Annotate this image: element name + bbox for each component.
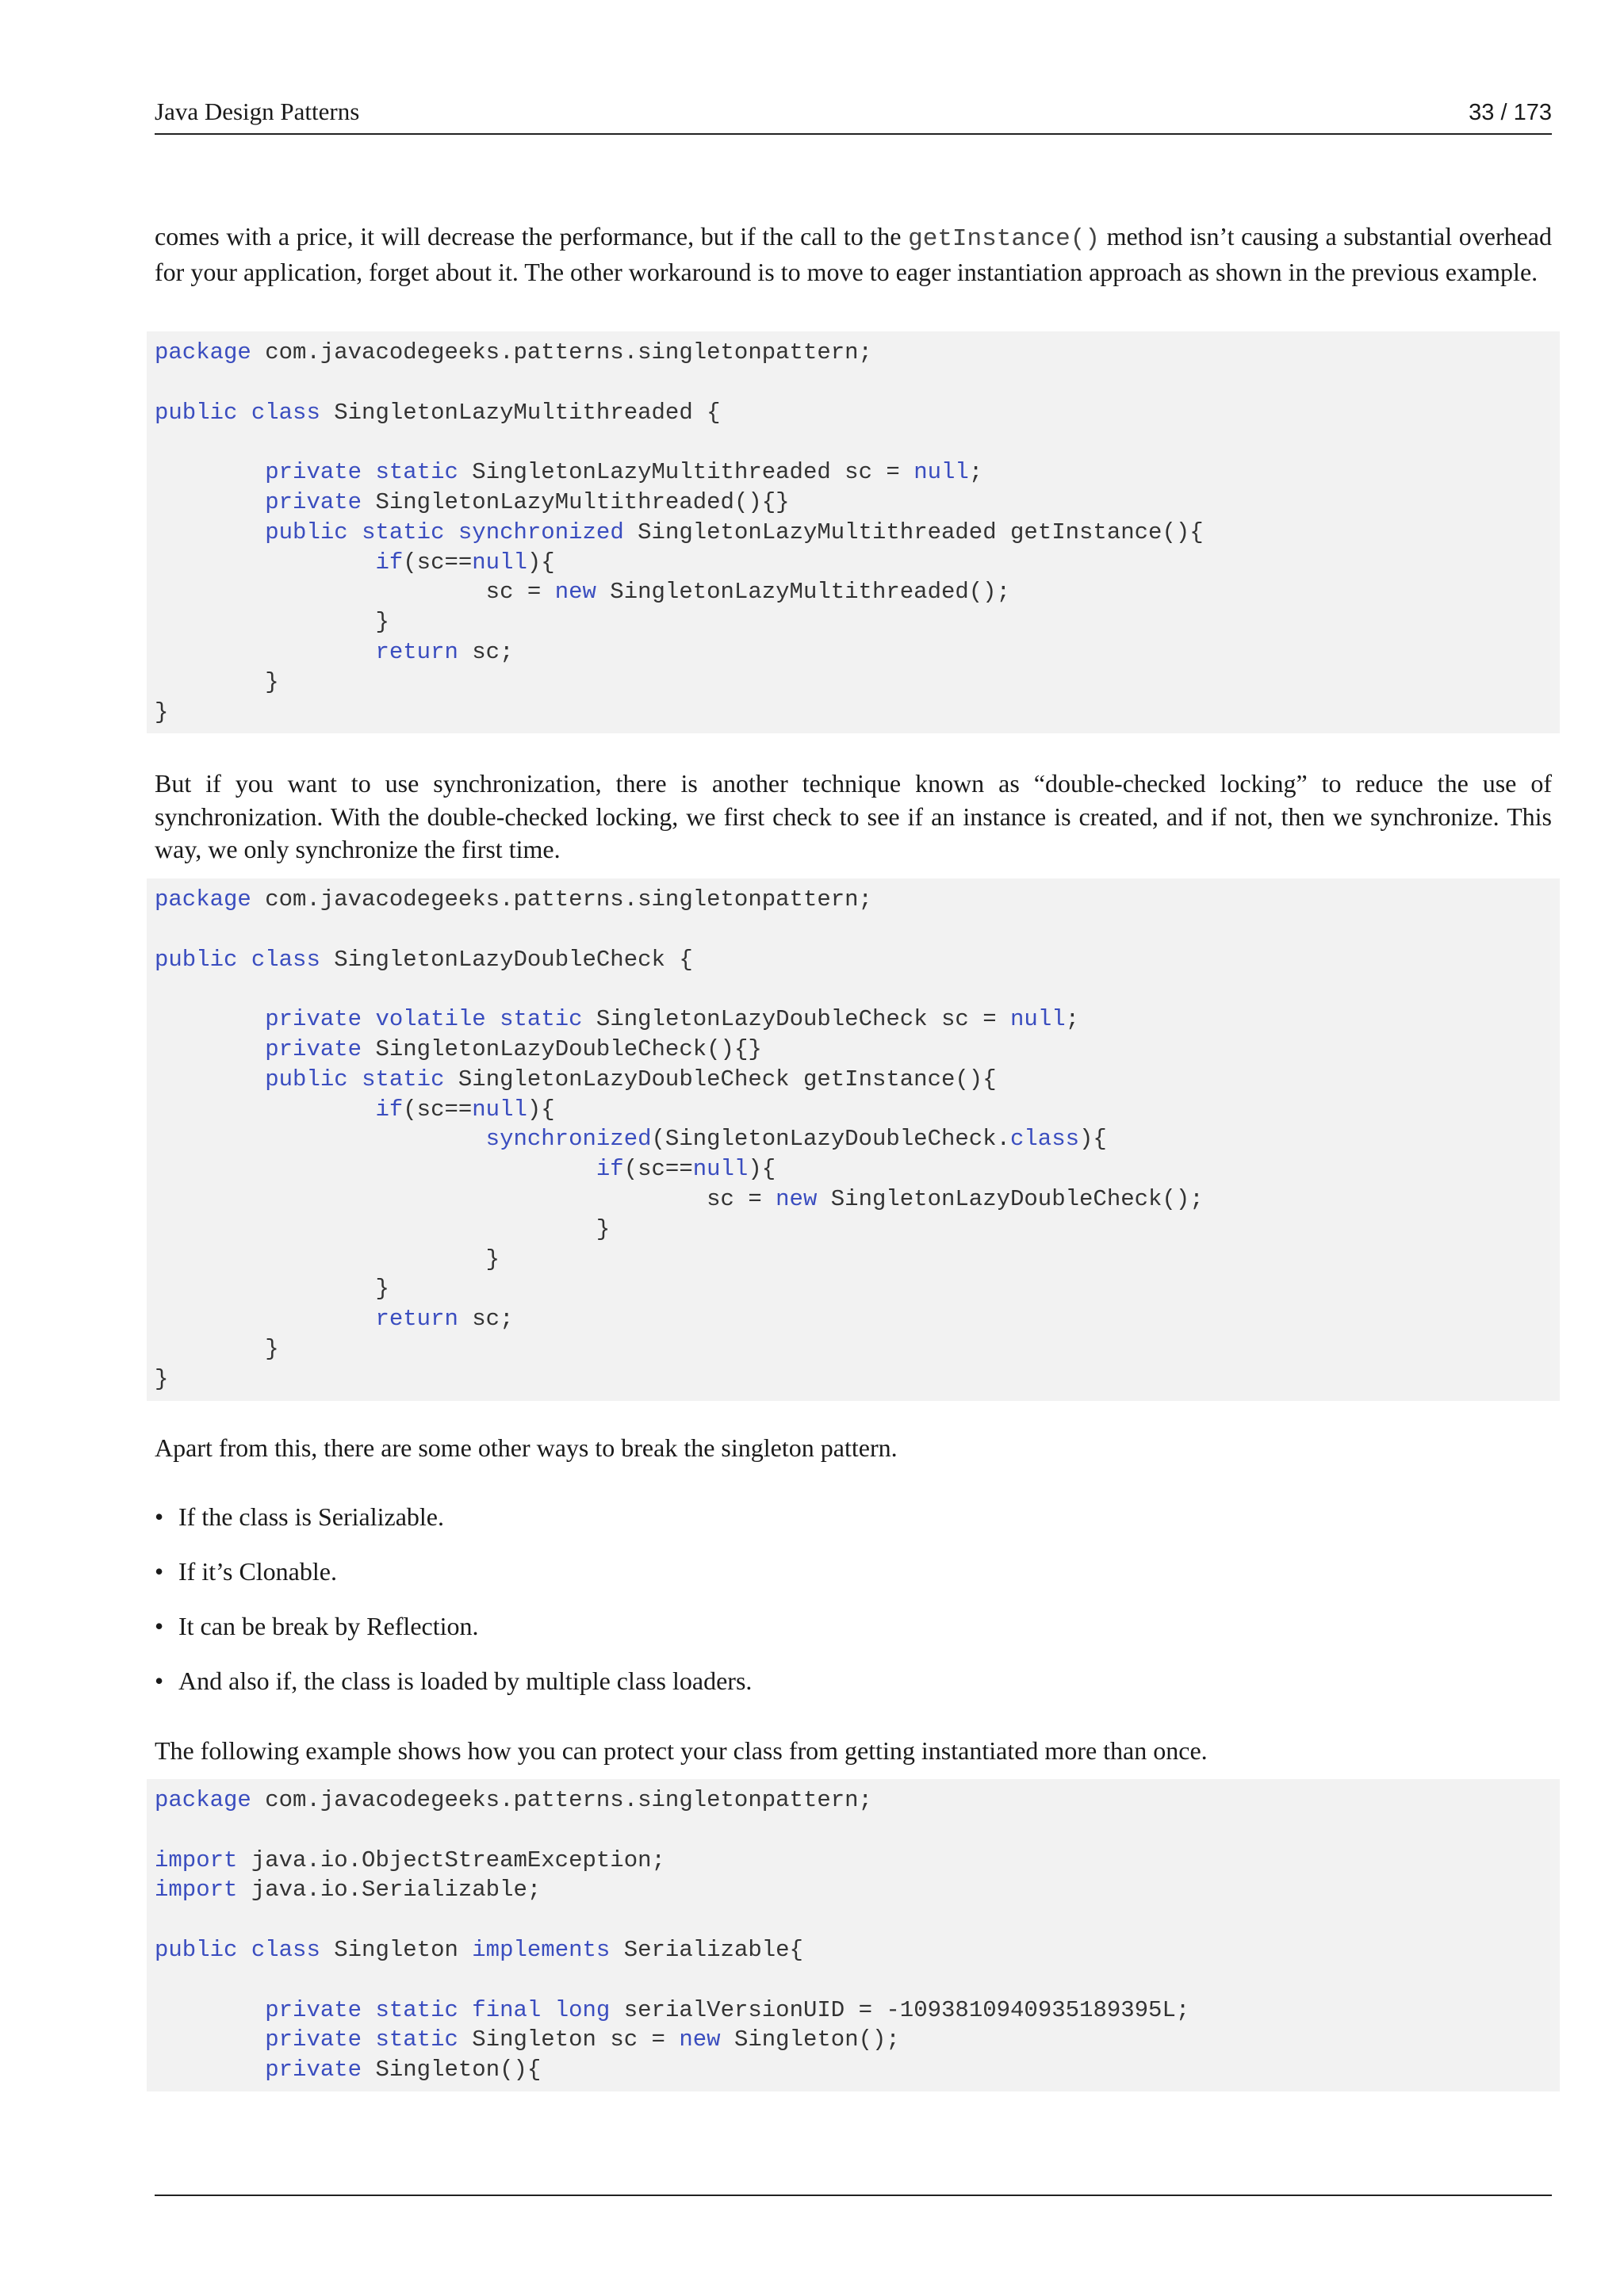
code-keyword: return (375, 638, 458, 665)
paragraph-protect-class: The following example shows how you can protect your class from getting instantiated more than once. (155, 1736, 1208, 1765)
code-text (155, 1066, 265, 1093)
code-line (155, 1124, 1560, 1154)
code-text: ){ (527, 549, 555, 576)
code-line (155, 1095, 1560, 1125)
code-line (155, 698, 1560, 728)
code-keyword: public (265, 1066, 348, 1093)
code-line (155, 1785, 1560, 1816)
code-line (155, 1274, 1560, 1304)
code-keyword: final (472, 1996, 542, 2023)
code-keyword: private (265, 1996, 362, 2023)
code-line (155, 1996, 1560, 2026)
code-text: SingletonLazyDoubleCheck(){} (362, 1035, 762, 1062)
inline-code-getinstance: getInstance() (908, 225, 1100, 253)
code-line (155, 1304, 1560, 1334)
code-text (155, 1306, 375, 1332)
code-line (155, 577, 1560, 607)
bullet-icon: • (155, 1557, 164, 1586)
list-item-text: And also if, the class is loaded by multiple class loaders. (178, 1667, 753, 1695)
code-text: SingletonLazyDoubleCheck(); (817, 1185, 1204, 1212)
code-keyword: class (251, 1936, 320, 1963)
code-line (155, 1334, 1560, 1364)
code-keyword: private (265, 2026, 362, 2053)
code-text: } (155, 1215, 611, 1242)
code-text: serialVersionUID = -1093810940935189395L; (610, 1996, 1190, 2023)
code-line (155, 1935, 1560, 1965)
code-text (444, 519, 458, 545)
code-line (155, 1215, 1560, 1245)
list-item-text: It can be break by Reflection. (178, 1612, 479, 1640)
code-block-multithreaded (147, 331, 1560, 733)
code-text: } (155, 1276, 389, 1303)
code-line (155, 488, 1560, 518)
code-line (155, 1184, 1560, 1215)
code-line (155, 637, 1560, 668)
code-keyword: synchronized (458, 519, 624, 545)
code-keyword: null (692, 1156, 749, 1183)
code-line (155, 974, 1560, 1004)
code-keyword: if (596, 1156, 624, 1183)
code-keyword: new (679, 2026, 721, 2053)
code-line (155, 1245, 1560, 1275)
code-block-serializable (147, 1779, 1560, 2091)
paragraph-double-checked: But if you want to use synchronization, there is another technique known as “double-checked locking” to reduce the use of synchronization. With the double-checked locking, we first check to see if an instance is created, and if not, then we synchronize. This way, we only synchronize the first time. (155, 769, 1552, 863)
code-text (155, 549, 375, 576)
code-text (541, 1997, 554, 2023)
list-item (155, 1500, 1552, 1555)
code-keyword: return (375, 1306, 458, 1333)
code-line (155, 1004, 1560, 1035)
code-text (155, 1997, 265, 2023)
paragraph-text: comes with a price, it will decrease the performance, but if the call to the (155, 222, 909, 251)
code-line (155, 1065, 1560, 1095)
code-text (155, 1006, 265, 1032)
header-rule (155, 133, 1552, 135)
code-line (155, 1846, 1560, 1876)
code-text: ; (1065, 1006, 1080, 1033)
document-title: Java Design Patterns (155, 98, 360, 125)
page-number: 33 / 173 (1469, 100, 1552, 125)
code-keyword: implements (472, 1936, 611, 1963)
code-text: } (155, 609, 389, 636)
code-keyword: static (362, 519, 445, 545)
code-text: SingletonLazyMultithreaded(){} (362, 488, 790, 515)
code-keyword: static (500, 1006, 583, 1033)
code-text (155, 1126, 486, 1152)
code-text (362, 1997, 375, 2023)
code-keyword: long (554, 1996, 611, 2023)
code-text (155, 1036, 265, 1062)
code-keyword: null (914, 459, 969, 486)
code-text (155, 1156, 596, 1182)
bullet-icon: • (155, 1502, 164, 1531)
code-text (362, 1006, 375, 1032)
code-keyword: public (155, 399, 238, 426)
code-keyword: if (375, 549, 404, 576)
code-keyword: new (554, 579, 596, 606)
code-text: ){ (1079, 1126, 1107, 1153)
paragraph-text: method isn’t causing a substantial overhead for your application, forget about it. The other workaround is to move to eager instantiation approach as shown in the previous example. (155, 222, 1553, 286)
code-keyword: null (472, 1096, 527, 1123)
code-line (155, 427, 1560, 457)
code-text: SingletonLazyMultithreaded sc = (458, 459, 914, 486)
code-line (155, 457, 1560, 488)
code-line (155, 1905, 1560, 1935)
code-text: } (155, 668, 279, 695)
code-line (155, 1875, 1560, 1905)
code-text: SingletonLazyMultithreaded { (320, 399, 721, 426)
code-line (155, 398, 1560, 428)
code-text: (sc== (403, 549, 473, 576)
code-line (155, 518, 1560, 548)
code-keyword: package (155, 1787, 251, 1813)
code-keyword: public (155, 1936, 238, 1963)
code-line (155, 2025, 1560, 2055)
code-keyword: volatile (375, 1006, 486, 1033)
list-item (155, 1555, 1552, 1609)
code-line (155, 548, 1560, 578)
code-keyword: private (265, 488, 362, 515)
code-line (155, 1154, 1560, 1184)
list-item-text: If the class is Serializable. (178, 1502, 444, 1531)
code-keyword: import (155, 1877, 238, 1904)
code-keyword: null (472, 549, 527, 576)
code-text: SingletonLazyMultithreaded getInstance(){ (623, 519, 1204, 545)
code-keyword: class (1010, 1126, 1080, 1153)
code-text: (sc== (403, 1096, 473, 1123)
code-keyword: private (265, 1035, 362, 1062)
code-text (362, 459, 375, 485)
code-keyword: static (362, 1066, 445, 1093)
bullet-list (155, 1500, 1552, 1719)
code-text: SingletonLazyDoubleCheck sc = (582, 1006, 1011, 1033)
code-line (155, 668, 1560, 698)
code-text: (SingletonLazyDoubleCheck. (651, 1126, 1010, 1153)
code-keyword: if (375, 1096, 404, 1123)
code-text (155, 519, 265, 545)
bullet-icon: • (155, 1667, 164, 1695)
code-text: } (155, 1335, 279, 1362)
bullet-icon: • (155, 1612, 164, 1640)
code-keyword: static (375, 2026, 458, 2053)
code-line (155, 945, 1560, 975)
code-text (155, 2026, 265, 2053)
code-text (155, 639, 375, 665)
code-keyword: public (155, 946, 238, 973)
code-keyword: class (251, 946, 320, 973)
code-text: Singleton sc = (458, 2026, 680, 2053)
code-line (155, 1816, 1560, 1846)
code-text: (sc== (623, 1156, 693, 1183)
code-text: sc = (155, 1185, 776, 1212)
code-keyword: private (265, 1006, 362, 1033)
code-text: sc = (155, 579, 555, 606)
code-text (155, 489, 265, 515)
list-item (155, 1664, 1552, 1719)
page-header (155, 95, 1552, 129)
code-keyword: private (265, 459, 362, 486)
code-text (237, 400, 251, 426)
code-text (155, 459, 265, 485)
code-keyword: static (375, 1996, 458, 2023)
code-keyword: null (1010, 1006, 1066, 1033)
code-text: java.io.ObjectStreamException; (237, 1846, 665, 1873)
code-text (348, 519, 362, 545)
code-text: } (155, 1246, 500, 1272)
code-line (155, 368, 1560, 398)
code-text: com.javacodegeeks.patterns.singletonpattern; (251, 1787, 872, 1813)
code-line (155, 915, 1560, 945)
code-keyword: package (155, 886, 251, 913)
code-text: SingletonLazyDoubleCheck getInstance(){ (444, 1066, 997, 1093)
code-keyword: static (375, 459, 458, 486)
code-keyword: private (265, 2057, 362, 2084)
code-text (155, 1096, 375, 1123)
code-text: } (155, 698, 169, 725)
code-text (458, 1997, 472, 2023)
code-text (362, 2026, 375, 2053)
list-item (155, 1609, 1552, 1664)
code-text: SingletonLazyDoubleCheck { (320, 946, 693, 973)
code-line (155, 1965, 1560, 1996)
code-text: Singleton (320, 1936, 473, 1963)
code-text (348, 1066, 362, 1093)
code-text: Singleton(){ (362, 2057, 542, 2084)
code-text: com.javacodegeeks.patterns.singletonpattern; (251, 886, 872, 913)
code-text: sc; (458, 638, 514, 665)
code-keyword: new (776, 1185, 818, 1212)
code-line (155, 338, 1560, 368)
code-text (237, 1937, 251, 1963)
code-text: com.javacodegeeks.patterns.singletonpattern; (251, 339, 872, 365)
code-text: ){ (527, 1096, 555, 1123)
code-line (155, 885, 1560, 915)
code-line (155, 2055, 1560, 2085)
paragraph-performance (155, 220, 1552, 289)
code-text (237, 947, 251, 973)
code-text: Singleton(); (720, 2026, 900, 2053)
code-keyword: import (155, 1846, 238, 1873)
code-keyword: package (155, 339, 251, 365)
code-text: ; (968, 459, 983, 486)
code-text (155, 2057, 265, 2083)
code-keyword: class (251, 399, 320, 426)
paragraph-break-singleton: Apart from this, there are some other ways to break the singleton pattern. (155, 1433, 898, 1462)
code-keyword: public (265, 519, 348, 545)
code-keyword: synchronized (485, 1126, 652, 1153)
code-text: SingletonLazyMultithreaded(); (596, 579, 1010, 606)
code-text: java.io.Serializable; (237, 1877, 542, 1904)
code-text: Serializable{ (610, 1936, 803, 1963)
list-item-text: If it’s Clonable. (178, 1557, 337, 1586)
code-block-double-check (147, 878, 1560, 1401)
code-text: } (155, 1365, 169, 1392)
code-text: sc; (458, 1306, 514, 1333)
footer-rule (155, 2195, 1552, 2196)
code-line (155, 1364, 1560, 1395)
code-text (486, 1006, 500, 1032)
code-line (155, 607, 1560, 637)
code-line (155, 1035, 1560, 1065)
code-text: ){ (748, 1156, 776, 1183)
